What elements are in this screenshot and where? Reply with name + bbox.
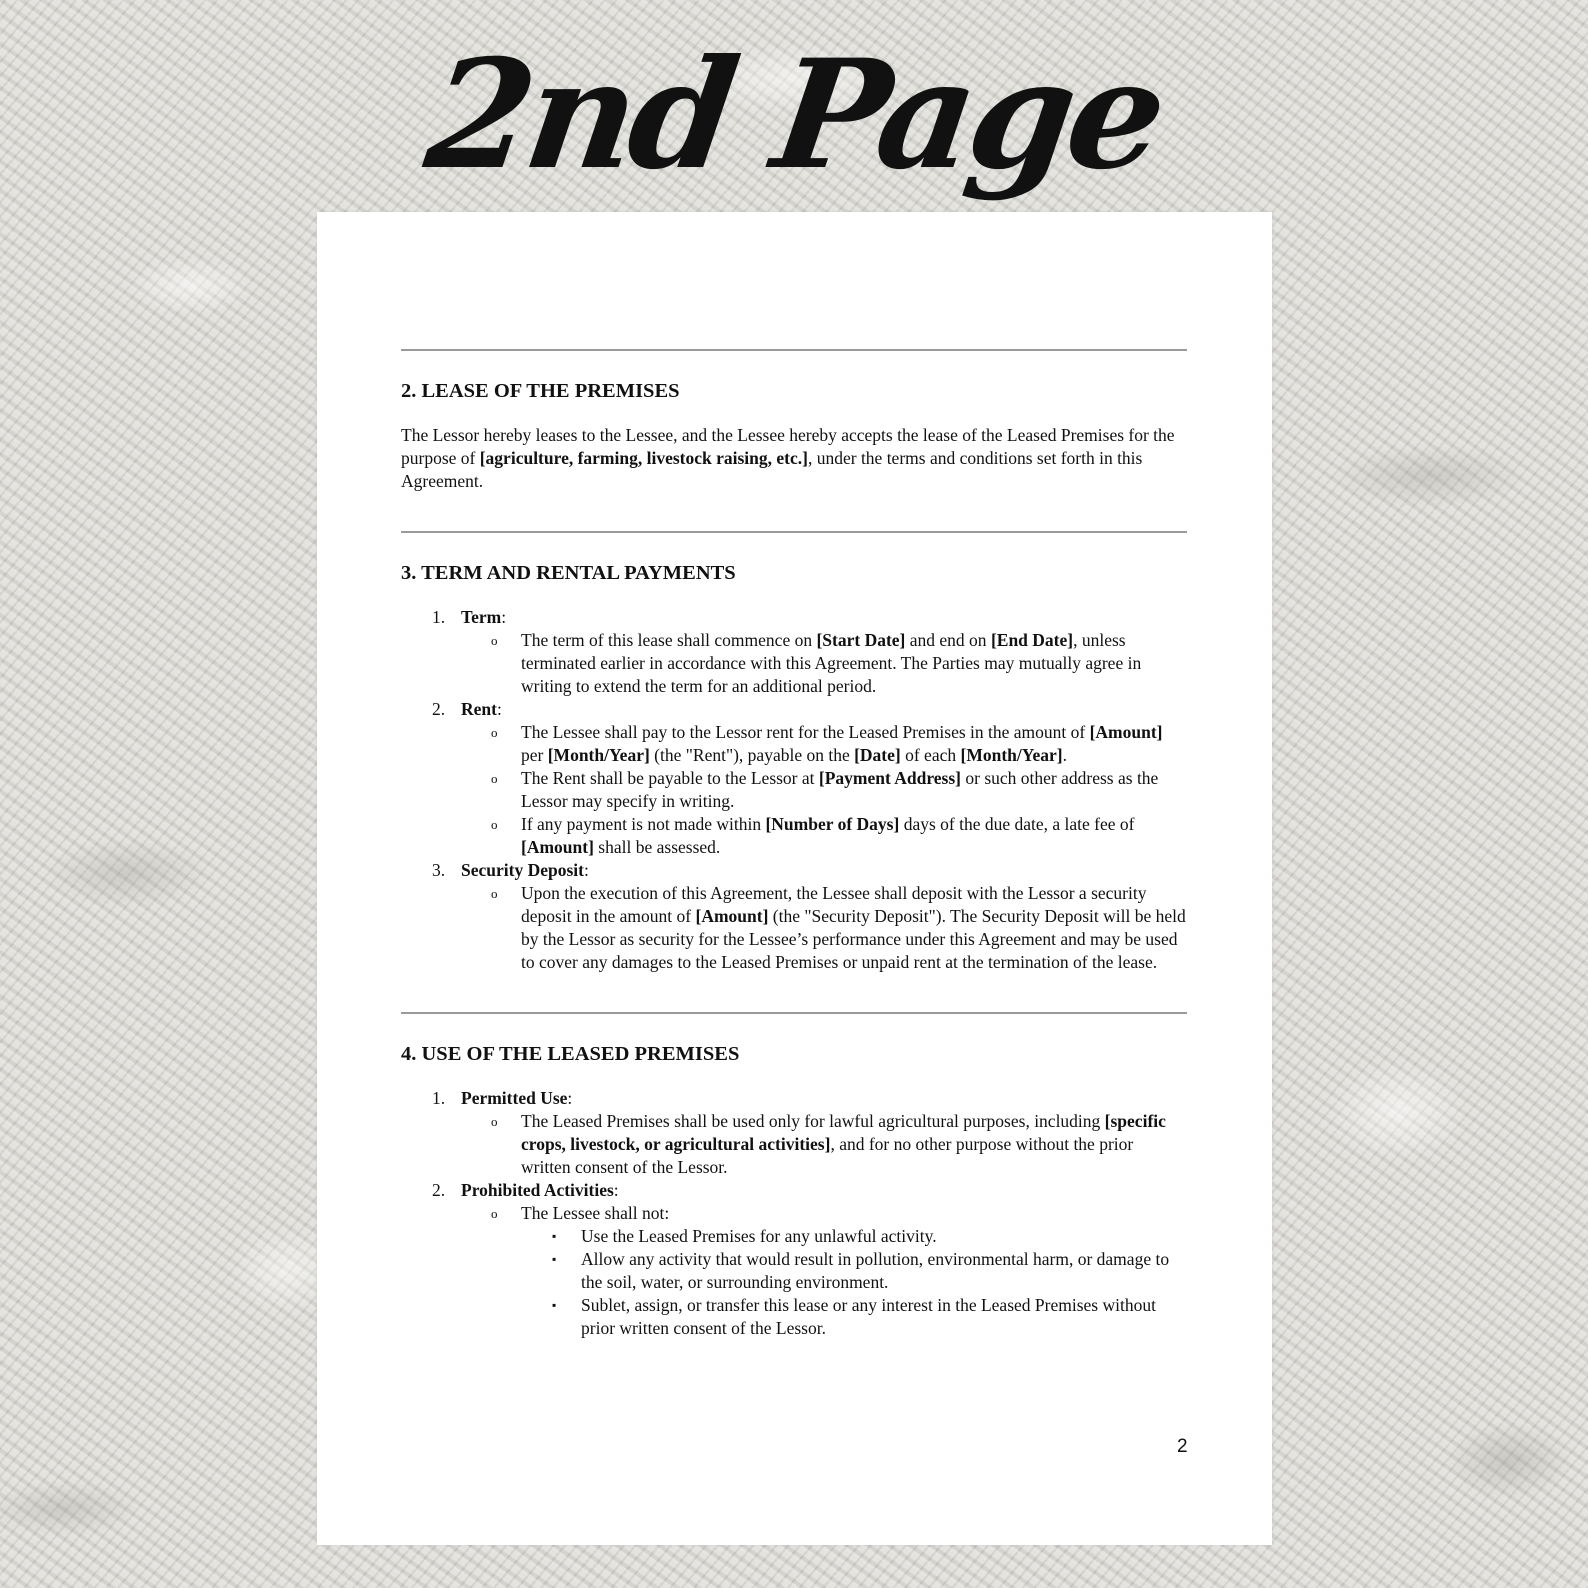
section-title-lease: 2. LEASE OF THE PREMISES [401, 380, 680, 402]
square-bullet-icon: ▪ [552, 1229, 557, 1243]
document-content [401, 349, 1187, 1340]
headline-script-title: 2nd Page [417, 27, 1171, 203]
list-item-rent: 2. Rent: [432, 699, 502, 719]
sub-item-rent-amount: o The Lessee shall pay to the Lessor rent for the Leased Premises in the amount of [Amount] per [Month/Year] (the "Rent"), payable on the [Date] of each [Month/Year]. [491, 722, 1163, 765]
circle-bullet-icon: o [491, 817, 498, 832]
section-divider [401, 349, 1187, 351]
term-list [401, 606, 1187, 974]
square-bullet-icon: ▪ [552, 1298, 557, 1312]
page-number: 2 [1177, 1436, 1188, 1457]
circle-bullet-icon: o [491, 1206, 498, 1221]
section-divider [401, 1012, 1187, 1014]
prohibited-item: ▪ Use the Leased Premises for any unlawful activity. [552, 1226, 937, 1246]
circle-bullet-icon: o [491, 725, 498, 740]
circle-bullet-icon: o [491, 1114, 498, 1129]
sub-item-prohibited-intro: o The Lessee shall not: [491, 1203, 670, 1223]
lease-paragraph: The Lessor hereby leases to the Lessee, and the Lessee hereby accepts the lease of the Leased Premises for the purpose of [agriculture, farming, livestock raising, etc.], under the terms and conditions set forth in this Agreement. [401, 425, 1175, 491]
document-page [317, 212, 1272, 1545]
prohibited-item: ▪ Sublet, assign, or transfer this lease or any interest in the Leased Premises without prior written consent of the Lessor. [552, 1295, 1156, 1338]
list-item-prohibited-activities: 2. Prohibited Activities: [432, 1180, 619, 1200]
circle-bullet-icon: o [491, 886, 498, 901]
section-divider [401, 531, 1187, 533]
list-item-term: 1. Term: [432, 607, 507, 627]
circle-bullet-icon: o [491, 771, 498, 786]
prohibited-item: ▪ Allow any activity that would result in pollution, environmental harm, or damage to the soil, water, or surrounding environment. [552, 1249, 1170, 1292]
square-bullet-icon: ▪ [552, 1252, 557, 1266]
sub-item-term: o The term of this lease shall commence on [Start Date] and end on [End Date], unless terminated earlier in accordance with this Agreement. The Parties may mutually agree in writing to extend the term for an additional period. [491, 630, 1142, 696]
list-item-permitted-use: 1. Permitted Use: [432, 1088, 573, 1108]
sub-item-security-deposit: o Upon the execution of this Agreement, the Lessee shall deposit with the Lessor a security deposit in the amount of [Amount] (the "Security Deposit"). The Security Deposit will be held by the Lessor as security for the Lessee’s performance under this Agreement and may be used to cover any damages to the Leased Premises or unpaid rent at the termination of the lease. [491, 883, 1186, 972]
circle-bullet-icon: o [491, 633, 498, 648]
list-item-security-deposit: 3. Security Deposit: [432, 860, 589, 880]
sub-item-rent-late-fee: o If any payment is not made within [Number of Days] days of the due date, a late fee of [Amount] shall be assessed. [491, 814, 1135, 857]
section-title-use: 4. USE OF THE LEASED PREMISES [401, 1043, 740, 1065]
section-title-term: 3. TERM AND RENTAL PAYMENTS [401, 562, 736, 584]
use-list [401, 1087, 1187, 1340]
sub-item-rent-address: o The Rent shall be payable to the Lessor at [Payment Address] or such other address as the Lessor may specify in writing. [491, 768, 1159, 811]
sub-item-permitted-use: o The Leased Premises shall be used only for lawful agricultural purposes, including [specific crops, livestock, or agricultural activities], and for no other purpose without the prior written consent of the Lessor. [491, 1111, 1166, 1177]
